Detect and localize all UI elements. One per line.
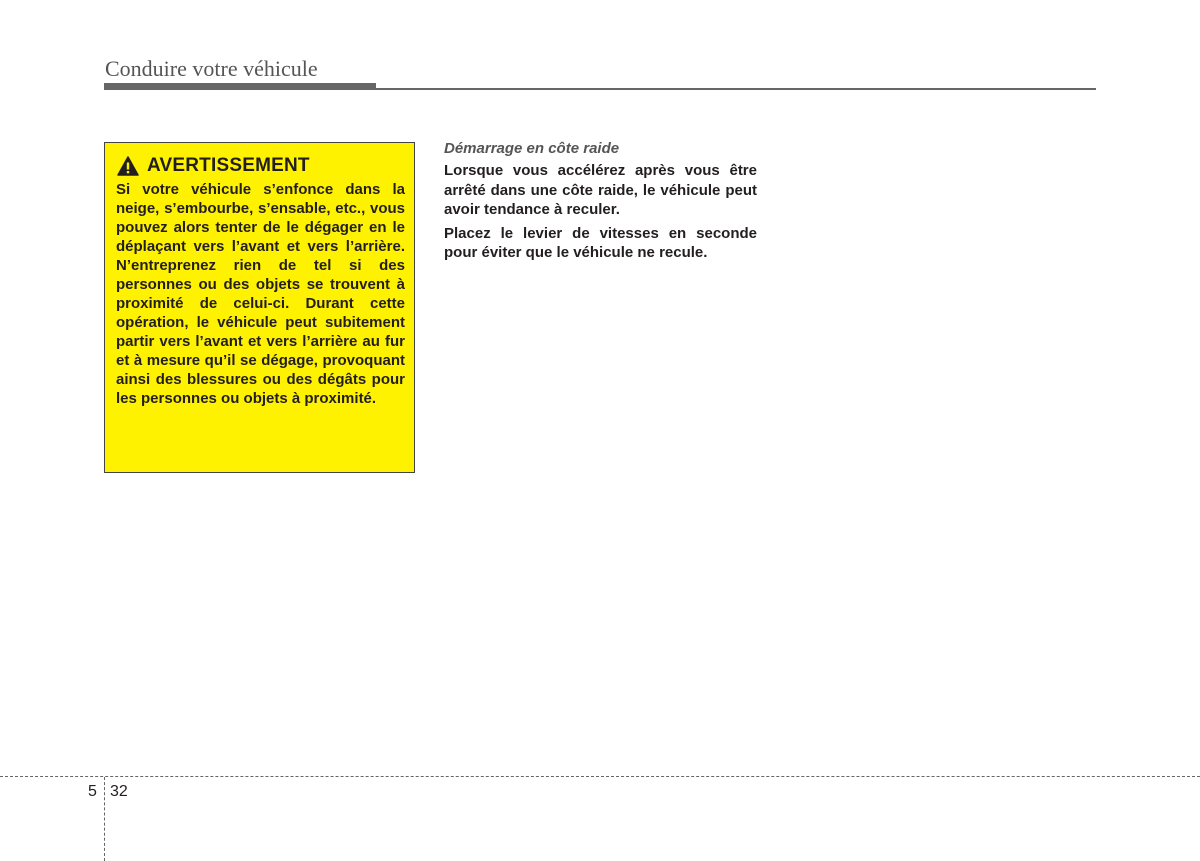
warning-body: Si votre véhicule s’enfonce dans la neige, s’embourbe, s’ensable, etc., vous pouvez alors tenter de le dégager en le déplaçant vers l’avant et vers l’arrière. N’entreprenez rien de tel si des personnes ou des objets se trouvent à proximité de celui-ci. Durant cette opération, le véhicule peut subitement partir vers l’avant et vers l’arrière au fur et à mesure qu’il se dégage, provoquant ainsi des blessures ou des dégâts pour les personnes ou objets à proximité. — [116, 181, 405, 407]
footer-rule — [0, 776, 1200, 777]
section-paragraph-1: Lorsque vous accélérez après vous être arrêté dans une côte raide, le véhicule peut avoir tendance à reculer. — [444, 162, 757, 218]
section-paragraph-2: Placez le levier de vitesses en seconde pour éviter que le véhicule ne recule. — [444, 224, 757, 261]
header-rule-thin — [376, 88, 1096, 90]
footer-vertical-rule — [104, 777, 105, 861]
chapter-title: Conduire votre véhicule — [105, 56, 318, 81]
header-rule-thick — [104, 83, 376, 90]
warning-heading — [116, 155, 405, 177]
chapter-number: 5 — [88, 783, 97, 800]
section-heading: Démarrage en côte raide — [444, 140, 620, 157]
warning-box — [104, 142, 415, 473]
warning-triangle-icon — [117, 156, 139, 176]
section-column — [444, 140, 757, 267]
page-number: 32 — [110, 783, 128, 800]
warning-title: AVERTISSEMENT — [147, 155, 310, 176]
